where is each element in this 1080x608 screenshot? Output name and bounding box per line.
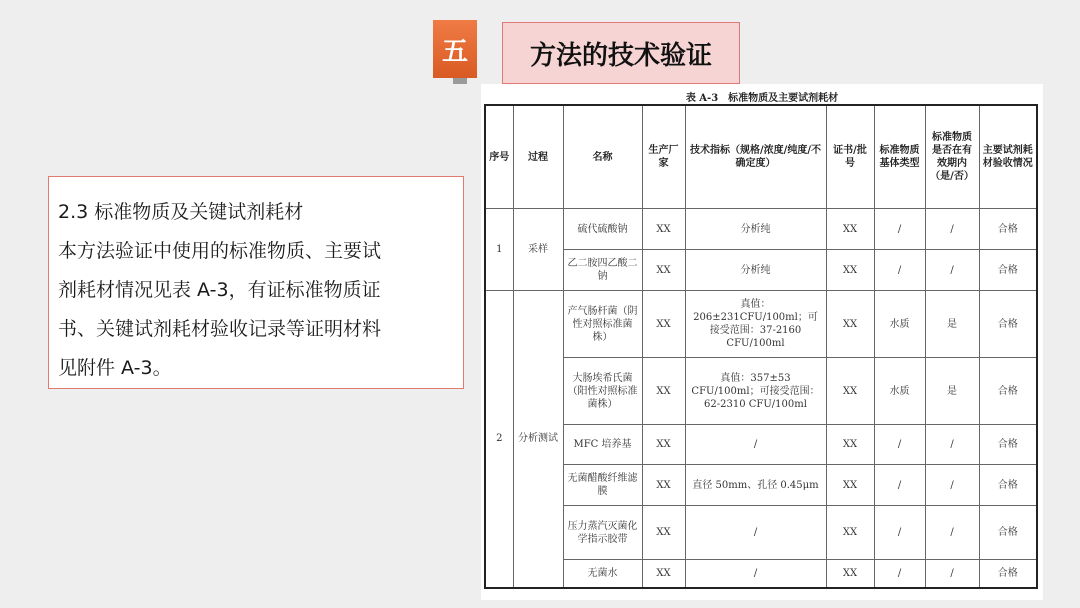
cell-valid: / [925, 560, 979, 588]
description-box [48, 176, 464, 389]
cell-acceptance: 合格 [979, 209, 1037, 250]
cell-manufacturer: XX [642, 358, 685, 425]
cell-acceptance: 合格 [979, 506, 1037, 560]
header-cell: 序号 [485, 105, 513, 209]
cell-matrix: / [874, 465, 925, 506]
cell-name: 无菌水 [563, 560, 642, 588]
cell-valid: / [925, 425, 979, 465]
cell-manufacturer: XX [642, 250, 685, 291]
header-cell: 名称 [563, 105, 642, 209]
description-line: 书、关键试剂耗材验收记录等证明材料 [58, 318, 382, 340]
cell-certificate: XX [826, 425, 874, 465]
header-cell: 技术指标（规格/浓度/纯度/不确定度） [685, 105, 826, 209]
table-row [485, 465, 1037, 506]
group-number: 2 [485, 291, 513, 588]
cell-valid: 是 [925, 358, 979, 425]
header-cell: 主要试剂耗材验收情况 [979, 105, 1037, 209]
cell-matrix: / [874, 209, 925, 250]
table-row [485, 291, 1037, 358]
table-header-row [485, 105, 1037, 209]
header-cell: 过程 [513, 105, 563, 209]
description-line: 本方法验证中使用的标准物质、主要试 [58, 240, 382, 262]
cell-name: 大肠埃希氏菌（阳性对照标准菌株） [563, 358, 642, 425]
slide-title: 方法的技术验证 [502, 22, 740, 84]
group-process: 采样 [513, 209, 563, 291]
cell-certificate: XX [826, 358, 874, 425]
description-line: 剂耗材情况见表 A-3，有证标准物质证 [58, 279, 381, 301]
table-row [485, 209, 1037, 250]
cell-name: 无菌醋酸纤维滤膜 [563, 465, 642, 506]
cell-matrix: / [874, 250, 925, 291]
cell-valid: 是 [925, 291, 979, 358]
cell-name: 硫代硫酸钠 [563, 209, 642, 250]
cell-name: 产气肠杆菌（阴性对照标准菌株） [563, 291, 642, 358]
cell-spec: 直径 50mm、孔径 0.45μm [685, 465, 826, 506]
section-heading: 2.3 标准物质及关键试剂耗材 [58, 201, 304, 223]
cell-matrix: / [874, 506, 925, 560]
cell-manufacturer: XX [642, 291, 685, 358]
cell-spec: / [685, 560, 826, 588]
table-caption: 表 A-3 标准物质及主要试剂耗材 [685, 93, 839, 104]
cell-certificate: XX [826, 209, 874, 250]
group-process: 分析测试 [513, 291, 563, 588]
cell-matrix: / [874, 560, 925, 588]
cell-spec: / [685, 425, 826, 465]
cell-matrix: / [874, 425, 925, 465]
cell-acceptance: 合格 [979, 358, 1037, 425]
cell-certificate: XX [826, 506, 874, 560]
cell-certificate: XX [826, 465, 874, 506]
cell-manufacturer: XX [642, 506, 685, 560]
cell-spec: 分析纯 [685, 250, 826, 291]
cell-spec: 真值：206±231CFU/100ml；可接受范围：37-2160 CFU/100ml [685, 291, 826, 358]
cell-valid: / [925, 209, 979, 250]
cell-manufacturer: XX [642, 560, 685, 588]
header-cell: 生产厂家 [642, 105, 685, 209]
cell-name: 乙二胺四乙酸二钠 [563, 250, 642, 291]
table-row [485, 250, 1037, 291]
cell-certificate: XX [826, 291, 874, 358]
cell-spec: / [685, 506, 826, 560]
cell-certificate: XX [826, 250, 874, 291]
header-cell: 标准物质是否在有效期内（是/否） [925, 105, 979, 209]
table-row [485, 506, 1037, 560]
cell-spec: 分析纯 [685, 209, 826, 250]
cell-acceptance: 合格 [979, 250, 1037, 291]
group-number: 1 [485, 209, 513, 291]
cell-manufacturer: XX [642, 209, 685, 250]
cell-certificate: XX [826, 560, 874, 588]
badge-shadow [453, 78, 467, 84]
cell-manufacturer: XX [642, 425, 685, 465]
cell-valid: / [925, 465, 979, 506]
table-row [485, 358, 1037, 425]
cell-matrix: 水质 [874, 358, 925, 425]
cell-acceptance: 合格 [979, 560, 1037, 588]
cell-name: 压力蒸汽灭菌化学指示胶带 [563, 506, 642, 560]
cell-valid: / [925, 506, 979, 560]
header-cell: 标准物质基体类型 [874, 105, 925, 209]
cell-acceptance: 合格 [979, 291, 1037, 358]
cell-acceptance: 合格 [979, 465, 1037, 506]
section-number-badge: 五 [433, 20, 477, 78]
cell-manufacturer: XX [642, 465, 685, 506]
reference-materials-table [484, 104, 1038, 589]
cell-valid: / [925, 250, 979, 291]
description-line: 见附件 A-3。 [58, 357, 172, 379]
cell-acceptance: 合格 [979, 425, 1037, 465]
cell-matrix: 水质 [874, 291, 925, 358]
table-row [485, 425, 1037, 465]
cell-spec: 真值：357±53 CFU/100ml；可接受范围：62-2310 CFU/100ml [685, 358, 826, 425]
reference-materials-table-image [481, 84, 1043, 600]
table-row [485, 560, 1037, 588]
header-cell: 证书/批号 [826, 105, 874, 209]
cell-name: MFC 培养基 [563, 425, 642, 465]
